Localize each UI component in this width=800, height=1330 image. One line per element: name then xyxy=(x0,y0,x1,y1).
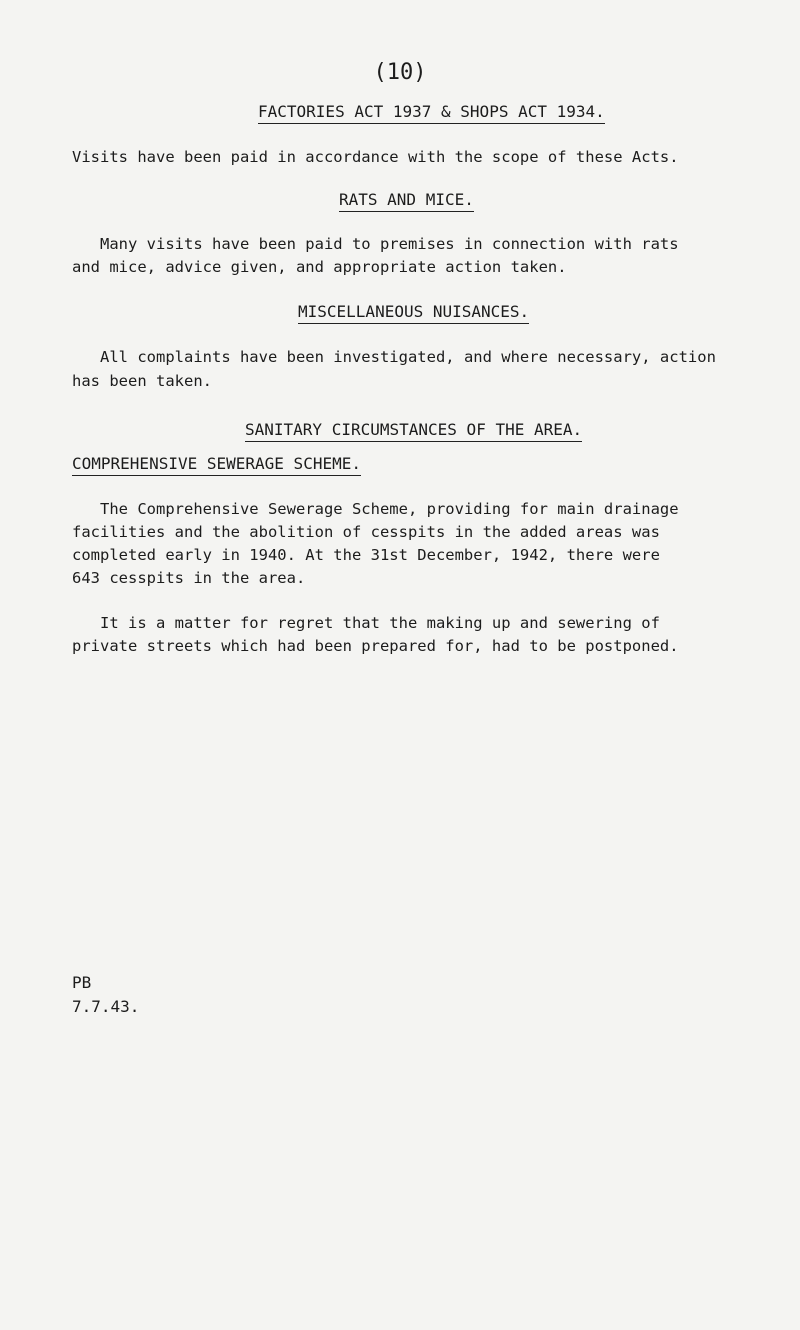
sewerage-p1-line-1: The Comprehensive Sewerage Scheme, providing for main drainage xyxy=(100,500,679,518)
sewerage-heading-text: COMPREHENSIVE SEWERAGE SCHEME. xyxy=(72,454,361,476)
rats-heading-text: RATS AND MICE. xyxy=(339,190,474,212)
nuisances-line-2: has been taken. xyxy=(72,372,212,390)
nuisances-heading-text: MISCELLANEOUS NUISANCES. xyxy=(298,302,529,324)
page-number: (10) xyxy=(373,60,427,85)
sanitary-heading-text: SANITARY CIRCUMSTANCES OF THE AREA. xyxy=(245,420,582,442)
sewerage-p2-line-2: private streets which had been prepared for, had to be postponed. xyxy=(72,637,679,655)
footer-initials: PB xyxy=(72,973,92,992)
factories-line-1: Visits have been paid in accordance with the scope of these Acts. xyxy=(72,148,679,166)
sewerage-p1-line-2: facilities and the abolition of cesspits in the added areas was xyxy=(72,523,660,541)
sewerage-heading xyxy=(72,454,361,473)
sewerage-p1-line-3: completed early in 1940. At the 31st December, 1942, there were xyxy=(72,546,660,564)
nuisances-line-1: All complaints have been investigated, and where necessary, action xyxy=(100,348,716,366)
sewerage-p2-line-1: It is a matter for regret that the making up and sewering of xyxy=(100,614,660,632)
rats-line-1: Many visits have been paid to premises in connection with rats xyxy=(100,235,679,253)
factories-heading xyxy=(258,102,605,121)
sanitary-heading xyxy=(245,420,582,439)
sewerage-p1-line-4: 643 cesspits in the area. xyxy=(72,569,306,587)
footer-date: 7.7.43. xyxy=(72,997,140,1016)
factories-heading-text: FACTORIES ACT 1937 & SHOPS ACT 1934. xyxy=(258,102,605,124)
nuisances-heading xyxy=(298,302,529,321)
rats-line-2: and mice, advice given, and appropriate action taken. xyxy=(72,258,567,276)
rats-heading xyxy=(339,190,474,209)
